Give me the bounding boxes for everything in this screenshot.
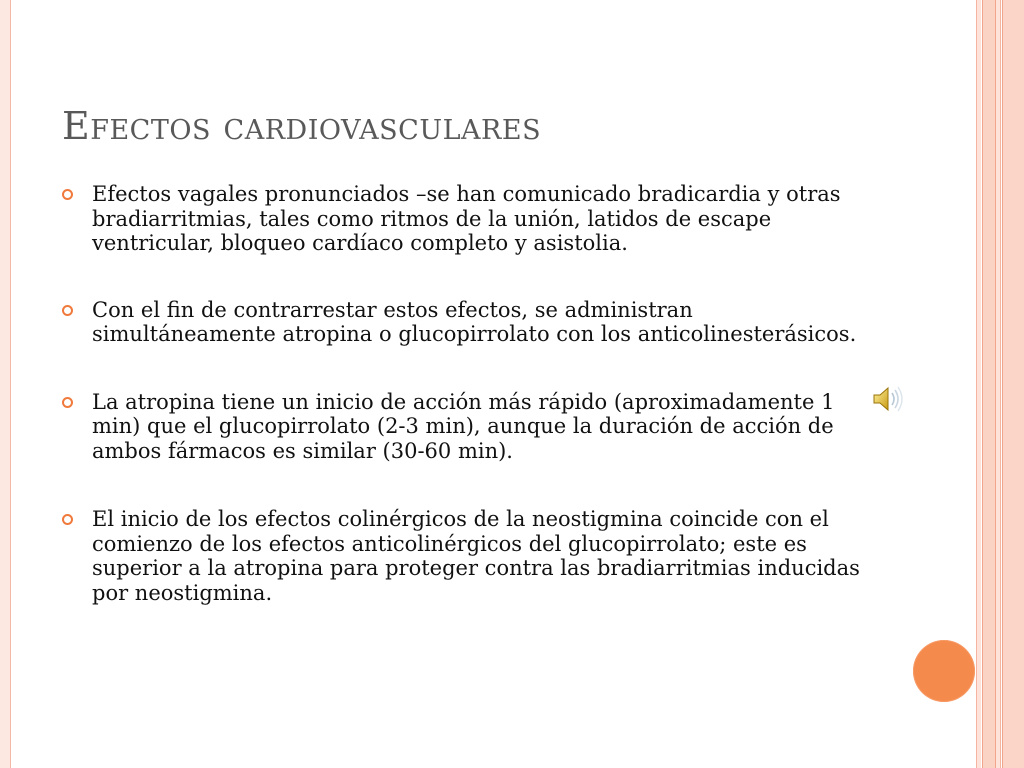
stripe bbox=[1002, 0, 1024, 768]
bullet-item bbox=[62, 298, 882, 347]
bullet-item bbox=[62, 182, 882, 256]
speaker-icon[interactable] bbox=[872, 384, 904, 414]
bullet-text: Efectos vagales pronunciados –se han comunicado bradicardia y otras bradiarritmias, tales como ritmos de la unión, latidos de escape ventricular, bloqueo cardíaco completo y asistolia. bbox=[92, 182, 841, 255]
stripe bbox=[996, 0, 1001, 768]
orange-circle-decoration bbox=[913, 640, 975, 702]
bullet-item bbox=[62, 390, 882, 464]
bullet-text: El inicio de los efectos colinérgicos de la neostigmina coincide con el comienzo de los efectos anticolinérgicos del glucopirrolato; este es superior a la atropina para proteger contra las bradiarritmias inducidas por neostigmina. bbox=[92, 507, 860, 605]
bullet-text: La atropina tiene un inicio de acción más rápido (aproximadamente 1 min) que el glucopirrolato (2-3 min), aunque la duración de acción de ambos fármacos es similar (30-60 min). bbox=[92, 389, 835, 463]
ring-bullet-icon bbox=[62, 397, 73, 408]
stripe bbox=[982, 0, 996, 768]
bullet-text: Con el fin de contrarrestar estos efectos, se administran simultáneamente atropina o glucopirrolato con los anticolinesterásicos. bbox=[92, 297, 857, 346]
bullet-item bbox=[62, 507, 882, 605]
ring-bullet-icon bbox=[62, 189, 73, 200]
right-stripes-decoration bbox=[976, 0, 1024, 768]
bullet-list bbox=[62, 182, 882, 647]
slide-title: Efectos cardiovasculares bbox=[62, 104, 542, 148]
ring-bullet-icon bbox=[62, 305, 73, 316]
stripe bbox=[976, 0, 981, 768]
ring-bullet-icon bbox=[62, 514, 73, 525]
left-edge-decoration bbox=[0, 0, 11, 768]
